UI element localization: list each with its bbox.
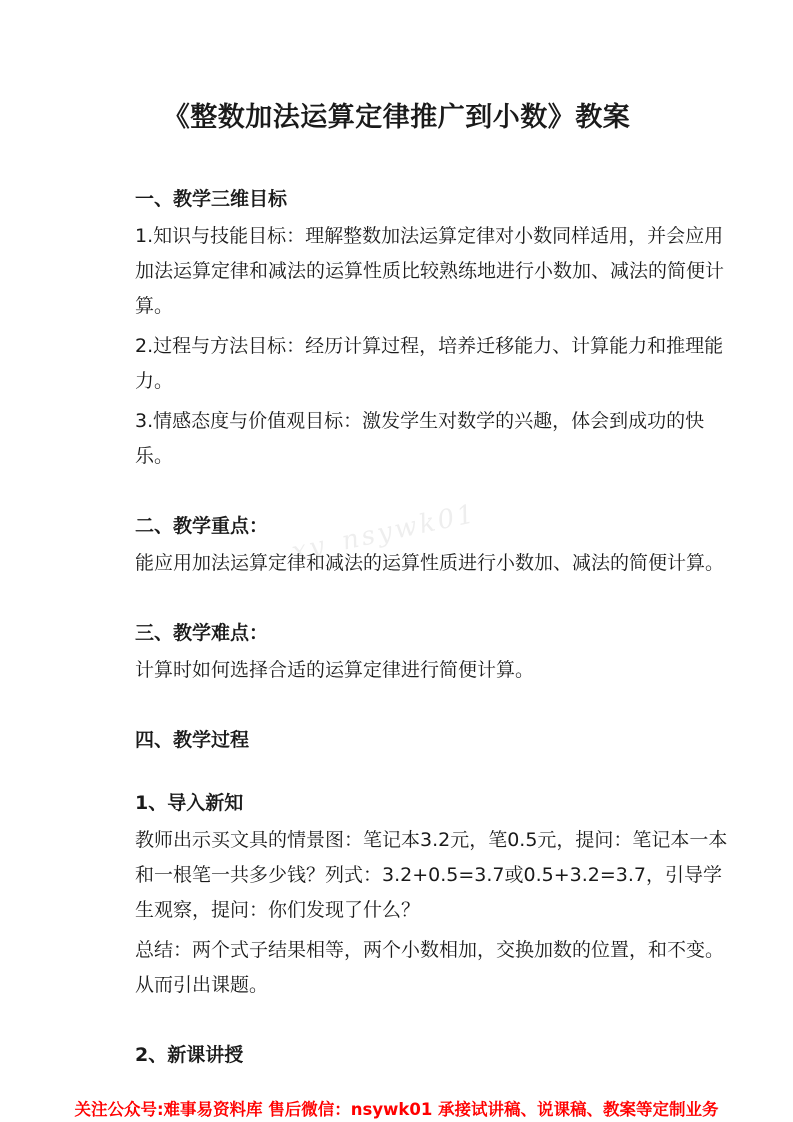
objective-knowledge: 1.知识与技能目标：理解整数加法运算定律对小数同样适用，并会应用加法运算定律和减法的运算性质比较熟练地进行小数加、减法的简便计算。 <box>135 225 725 317</box>
difficulties-text: 计算时如何选择合适的运算定律进行简便计算。 <box>135 659 535 681</box>
footer-banner: 关注公众号:难事易资料库 售后微信：nsywk01 承接试讲稿、说课稿、教案等定制业务 <box>74 1100 719 1119</box>
subsection-heading-new-lesson: 2、新课讲授 <box>135 1044 244 1066</box>
intro-text: 教师出示买文具的情景图：笔记本3.2元，笔0.5元，提问：笔记本一本和一根笔一共多少钱？列式：3.2+0.5=3.7或0.5+3.2=3.7，引导学生观察，提问：你们发现了什么？ <box>135 829 728 921</box>
section-heading-process: 四、教学过程 <box>135 729 250 751</box>
objective-process: 2.过程与方法目标：经历计算过程，培养迁移能力、计算能力和推理能力。 <box>135 335 724 392</box>
document-body <box>135 185 735 1075</box>
objective-attitude: 3.情感态度与价值观目标：激发学生对数学的兴趣，体会到成功的快乐。 <box>135 410 705 467</box>
subsection-heading-intro: 1、导入新知 <box>135 792 244 814</box>
document-title: 《整数加法运算定律推广到小数》教案 <box>162 102 631 133</box>
watermark: xy_nsywk01 <box>288 498 480 568</box>
key-points-text: 能应用加法运算定律和减法的运算性质进行小数加、减法的简便计算。 <box>135 552 725 574</box>
section-heading-key-points: 二、教学重点： <box>135 515 269 537</box>
section-heading-objectives: 一、教学三维目标 <box>135 188 288 210</box>
intro-summary: 总结：两个式子结果相等，两个小数相加，交换加数的位置，和不变。从而引出课题。 <box>135 939 725 996</box>
section-heading-difficulties: 三、教学难点： <box>135 622 269 644</box>
